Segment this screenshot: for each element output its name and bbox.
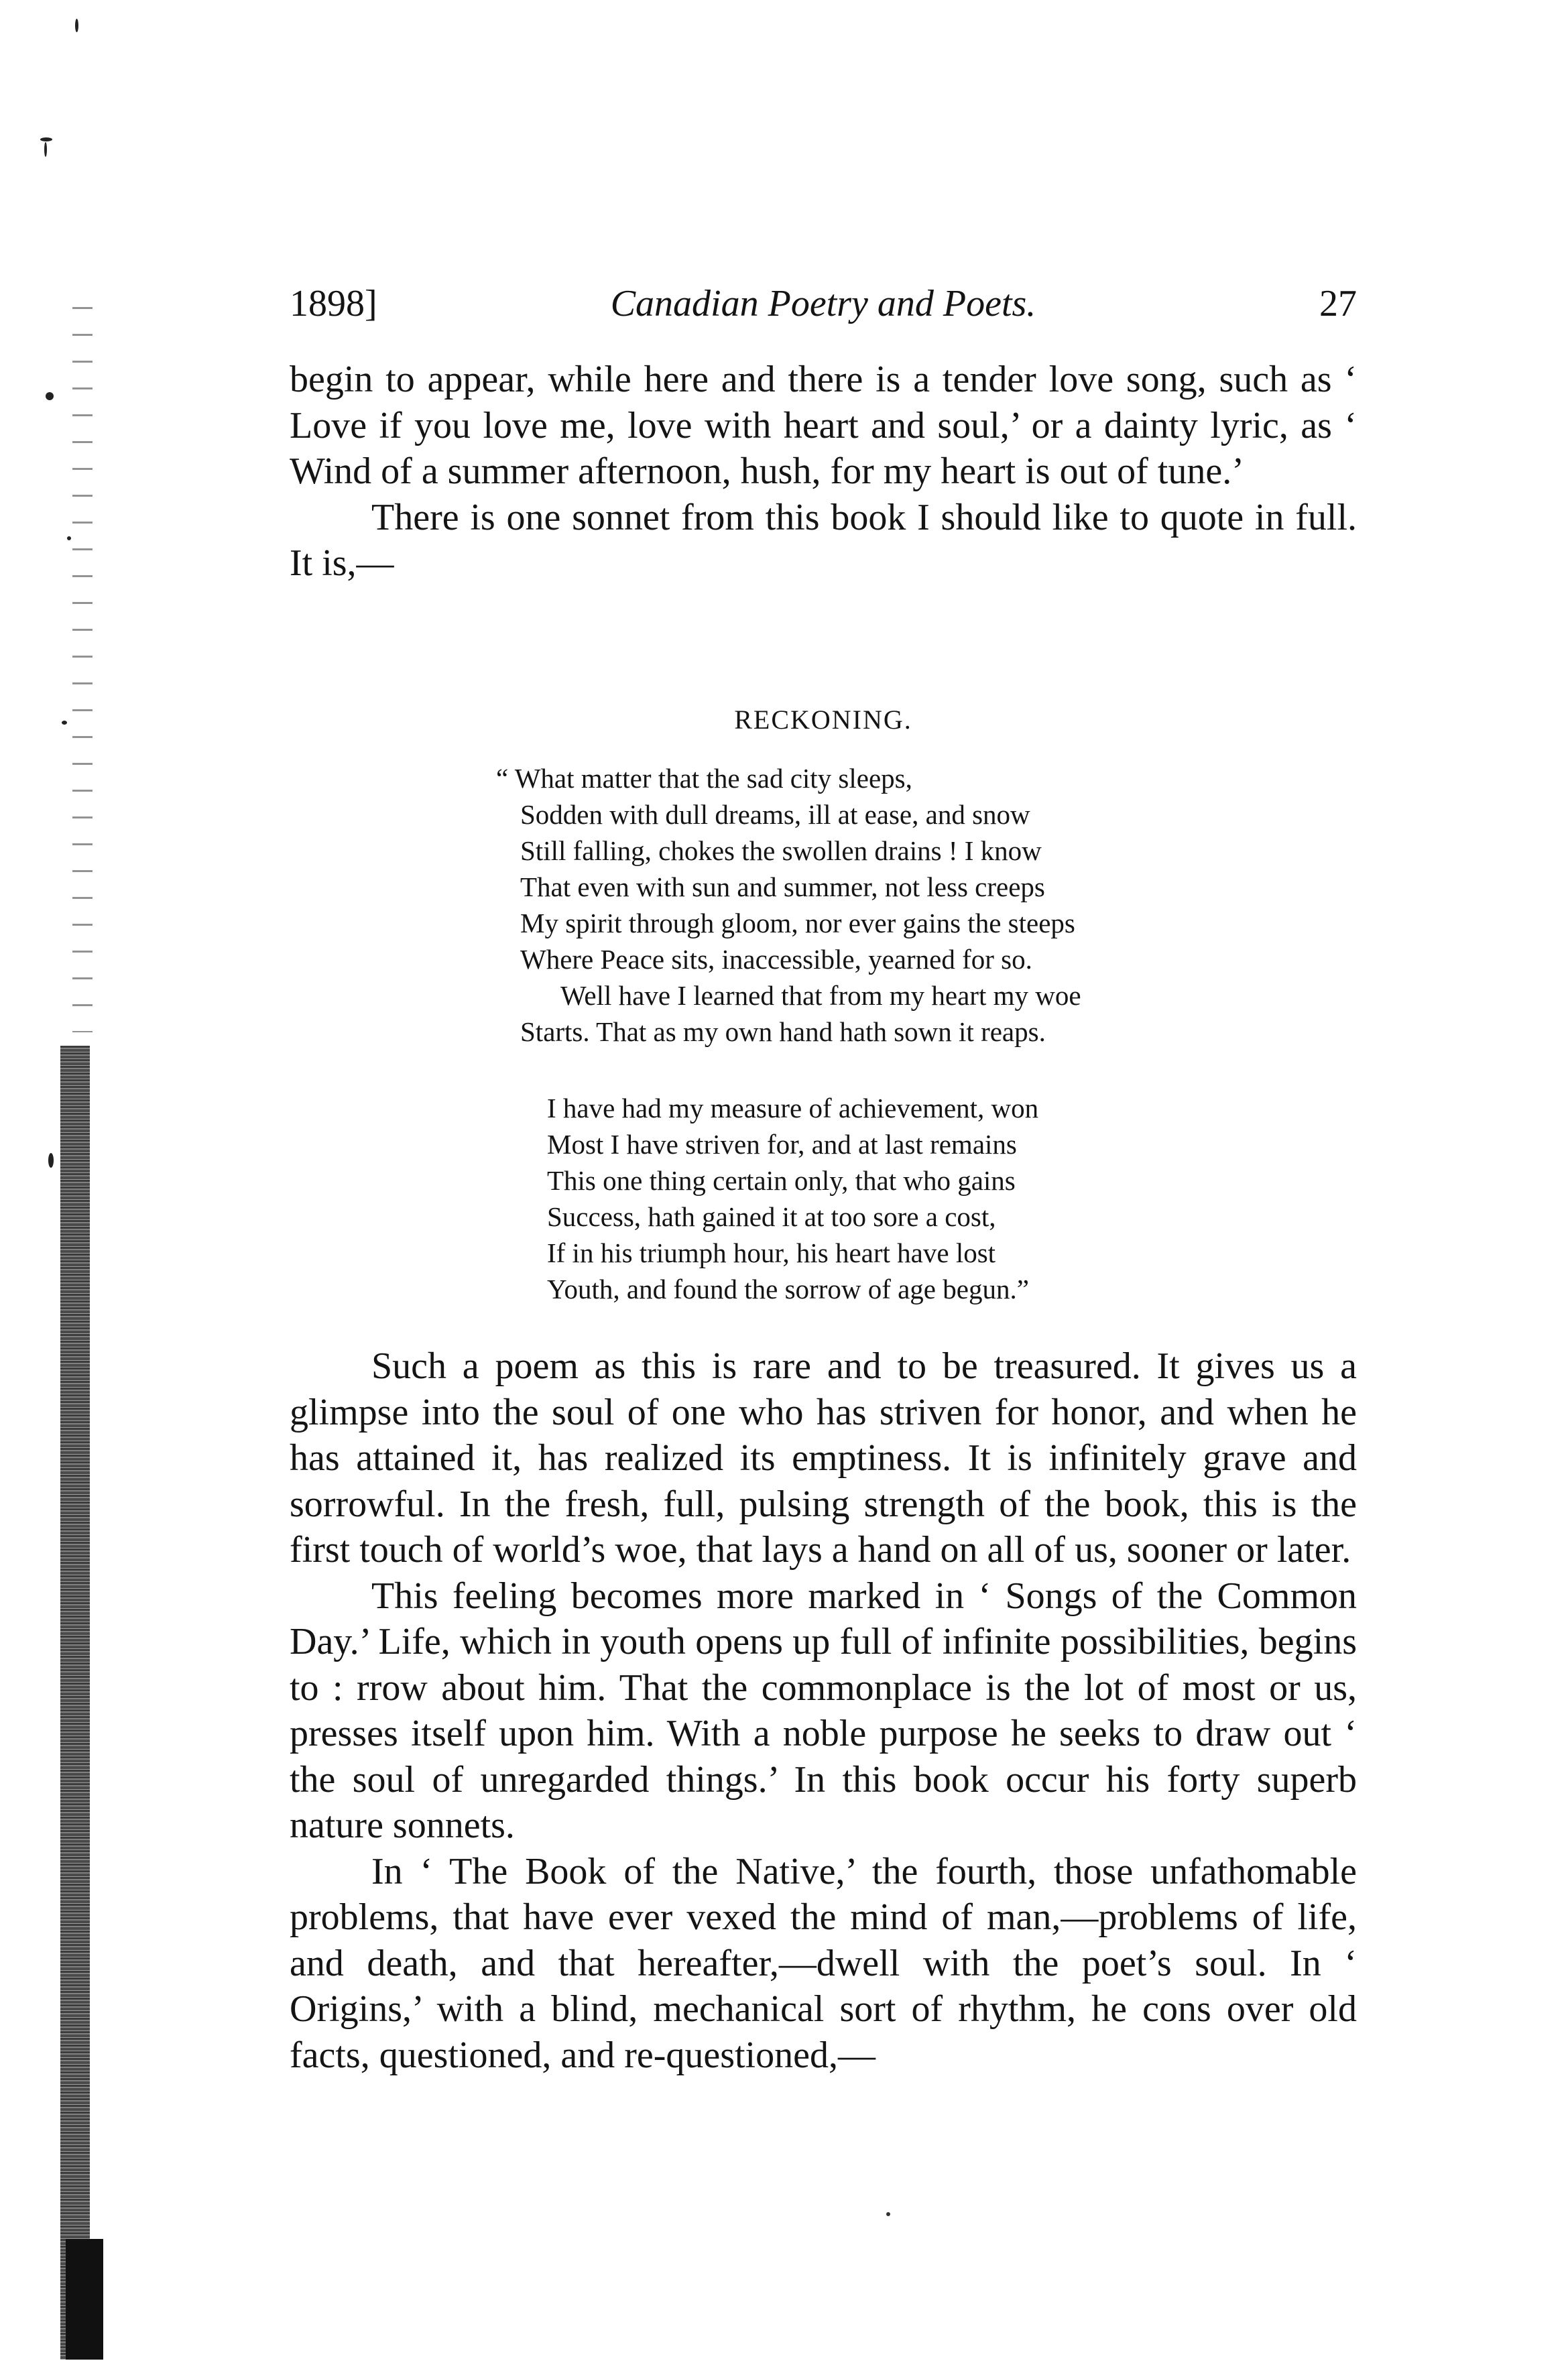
binding-shadow-upper [72, 295, 93, 1032]
poem-line: Most I have striven for, and at last remains [547, 1129, 1017, 1160]
header-title: Canadian Poetry and Poets. [610, 283, 1036, 324]
poem-line: Success, hath gained it at too sore a cost, [547, 1201, 996, 1232]
poem-line: Still falling, chokes the swollen drains ! I know [520, 835, 1042, 866]
poem-line: “ What matter that the sad city sleeps, [496, 763, 912, 794]
page-number: 27 [1319, 283, 1357, 324]
scan-speck [46, 392, 54, 400]
paragraph: Such a poem as this is rare and to be treasured. It gives us a glimpse into the soul of one who has striven for honor, and when he has attained it, has realized its emptiness. It is infinitely grave and sorrowful. In the fresh, full, pulsing strength of the book, this is the first touch of world’s woe, that lays a hand on all of us, sooner or later. [290, 1345, 1357, 1571]
poem-line: Well have I learned that from my heart my woe [560, 980, 1081, 1011]
poem-line: Where Peace sits, inaccessible, yearned for so. [520, 944, 1032, 975]
scan-speck [75, 19, 78, 32]
scan-speck [886, 2212, 890, 2216]
poem-line: Starts. That as my own hand hath sown it reaps. [520, 1016, 1046, 1047]
poem-stanza-1 [496, 760, 1274, 1050]
poem-line: I have had my measure of achievement, won [547, 1093, 1039, 1123]
poem-line: That even with sun and summer, not less creeps [520, 871, 1045, 902]
text-before-poem [290, 357, 1357, 587]
binding-edge [40, 1046, 107, 2360]
scan-speck [48, 1153, 54, 1168]
poem-title: RECKONING. [734, 705, 912, 735]
paragraph: begin to appear, while here and there is a tender love song, such as ‘ Love if you love me, love with heart and soul,’ or a dainty lyric, as ‘ Wind of a summer afternoon, hush, for my heart is out of tune.’ [290, 359, 1357, 492]
binding-shadow [60, 1046, 90, 2360]
paragraph: There is one sonnet from this book I should like to quote in full. It is,— [290, 496, 1357, 584]
poem-line: My spirit through gloom, nor ever gains the steeps [520, 908, 1075, 938]
running-header [290, 280, 1357, 327]
scan-speck [67, 536, 71, 540]
paragraph: In ‘ The Book of the Native,’ the fourth, those unfathomable problems, that have ever vexed the mind of man,—problems of life, and death, and that hereafter,—dwell with the poet’s soul. In ‘ Origins,’ with a blind, mechanical sort of rhythm, he cons over old facts, questioned, and re-questioned,— [290, 1850, 1357, 2076]
binding-shadow-lower [66, 2239, 103, 2360]
paragraph: This feeling becomes more marked in ‘ Songs of the Common Day.’ Life, which in youth opens up full of infinite possibilities, begins to : rrow about him. That the commonplace is the lot of most or us, presses itself upon him. With a noble purpose he seeks to draw out ‘ the soul of unregarded things.’ In this book occur his forty superb nature sonnets. [290, 1575, 1357, 1846]
poem-line: If in his triumph hour, his heart have lost [547, 1237, 996, 1268]
text-after-poem [290, 1343, 1357, 2078]
header-year: 1898] [290, 283, 377, 324]
poem-line: Sodden with dull dreams, ill at ease, and snow [520, 799, 1030, 830]
scan-speck [62, 721, 67, 725]
poem-line: This one thing certain only, that who gains [547, 1165, 1016, 1196]
poem-line: Youth, and found the sorrow of age begun.” [547, 1274, 1029, 1304]
scan-speck [40, 137, 52, 141]
scan-speck [44, 142, 47, 157]
poem-stanza-2 [496, 1090, 1274, 1307]
